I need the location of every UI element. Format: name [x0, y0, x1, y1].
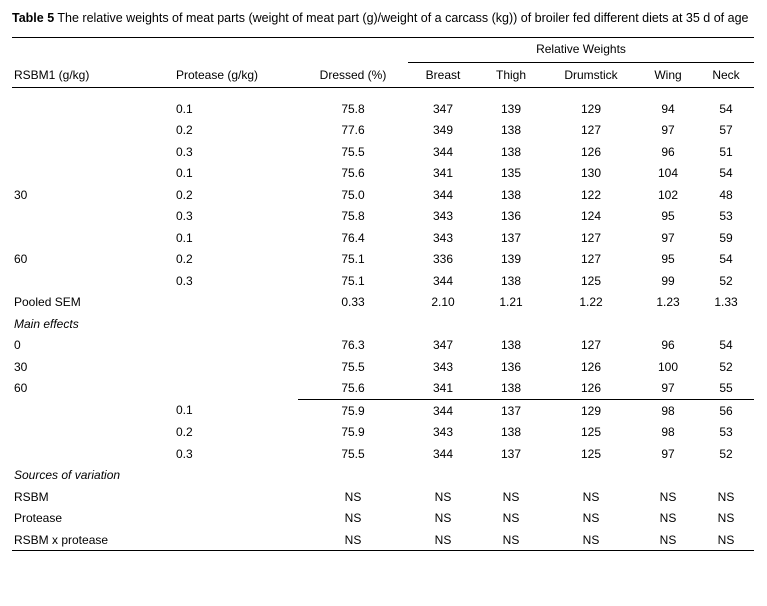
table-row	[12, 377, 754, 399]
cell-breast: 343	[432, 425, 454, 440]
cell-wing: 97	[661, 230, 675, 245]
header-row	[12, 62, 754, 87]
cell-dressed: 75.5	[341, 144, 365, 159]
cell-protease	[164, 377, 298, 399]
cell-dressed: 75.9	[341, 425, 365, 440]
cell-wing: 98	[638, 399, 698, 421]
cell-wing: 104	[657, 166, 679, 181]
cell-thigh: 139	[500, 101, 522, 116]
rule	[12, 551, 754, 552]
cell-wing: NS	[659, 511, 677, 526]
cell-dressed: 75.6	[341, 381, 365, 396]
cell-drumstick: 127	[580, 123, 602, 138]
table-row	[12, 98, 754, 120]
cell-thigh: 138	[500, 187, 522, 202]
cell-wing: NS	[659, 489, 677, 504]
table-caption	[12, 10, 754, 27]
cell-dressed: 75.8	[341, 209, 365, 224]
cell-protease: 0.1	[176, 403, 193, 418]
header-spacer-3	[298, 38, 408, 63]
cell-protease: 0.3	[176, 446, 193, 461]
cell-drumstick: NS	[582, 511, 600, 526]
spacer	[408, 313, 478, 335]
cell-dressed: 76.3	[341, 338, 365, 353]
data-table	[12, 37, 754, 552]
cell-rsbm: 60	[14, 381, 28, 396]
table-row	[12, 205, 754, 227]
cell-neck: 1.33	[714, 295, 738, 310]
table-row	[12, 399, 754, 421]
cell-dressed: 0.33	[341, 295, 365, 310]
spacer	[408, 464, 478, 486]
cell-protease	[164, 507, 298, 529]
cell-breast: NS	[434, 511, 452, 526]
cell-thigh: 139	[500, 252, 522, 267]
cell-dressed: NS	[344, 532, 362, 547]
cell-protease	[164, 486, 298, 508]
cell-drumstick: NS	[582, 489, 600, 504]
cell-rsbm	[12, 443, 164, 465]
cell-drumstick: 127	[580, 338, 602, 353]
cell-source-label: RSBM	[14, 489, 49, 504]
cell-neck: 59	[719, 230, 733, 245]
spacer	[698, 313, 754, 335]
cell-thigh: NS	[502, 532, 520, 547]
section-header-sources-of-variation	[12, 464, 754, 486]
cell-wing: 94	[661, 101, 675, 116]
cell-thigh: 138	[500, 144, 522, 159]
cell-wing: 95	[661, 209, 675, 224]
spacer	[12, 88, 754, 98]
cell-drumstick: 127	[580, 252, 602, 267]
spacer-row	[12, 88, 754, 98]
table-row	[12, 529, 754, 551]
header-protease: Protease (g/kg)	[176, 67, 259, 82]
cell-breast: 336	[432, 252, 454, 267]
cell-rsbm	[12, 270, 164, 292]
cell-dressed: NS	[344, 511, 362, 526]
cell-neck: 51	[719, 144, 733, 159]
cell-neck: 52	[719, 446, 733, 461]
cell-drumstick: NS	[582, 532, 600, 547]
cell-dressed: NS	[344, 489, 362, 504]
cell-breast: 343	[432, 230, 454, 245]
cell-drumstick: 122	[580, 187, 602, 202]
cell-label-pooled-sem: Pooled SEM	[14, 295, 81, 310]
cell-thigh: NS	[502, 511, 520, 526]
cell-drumstick: 130	[580, 166, 602, 181]
section-header-main-effects	[12, 313, 754, 335]
section-label: Main effects	[14, 316, 79, 331]
cell-thigh: 137	[478, 399, 544, 421]
cell-protease: 0.3	[176, 209, 193, 224]
cell-wing: 97	[661, 446, 675, 461]
cell-breast: 344	[432, 273, 454, 288]
cell-neck: 53	[719, 209, 733, 224]
cell-breast: 347	[432, 101, 454, 116]
cell-dressed: 75.0	[341, 187, 365, 202]
cell-neck: 54	[719, 252, 733, 267]
header-group-relative-weights: Relative Weights	[408, 38, 754, 63]
cell-rsbm: 60	[14, 252, 28, 267]
cell-neck: 55	[719, 381, 733, 396]
cell-neck: 54	[719, 338, 733, 353]
cell-protease: 0.3	[176, 144, 193, 159]
cell-wing: 95	[661, 252, 675, 267]
cell-drumstick: 1.22	[579, 295, 603, 310]
cell-drumstick: 125	[580, 425, 602, 440]
cell-protease: 0.2	[176, 187, 193, 202]
table-row	[12, 334, 754, 356]
cell-neck: 54	[719, 101, 733, 116]
table-row	[12, 227, 754, 249]
cell-thigh: 137	[500, 230, 522, 245]
cell-drumstick: 127	[580, 230, 602, 245]
cell-rsbm	[12, 399, 164, 421]
cell-breast: NS	[434, 489, 452, 504]
cell-wing: 99	[661, 273, 675, 288]
cell-dressed: 75.5	[341, 446, 365, 461]
cell-breast: 343	[432, 209, 454, 224]
cell-rsbm	[12, 205, 164, 227]
table-row	[12, 248, 754, 270]
cell-thigh: 138	[500, 381, 522, 396]
cell-thigh: 136	[500, 359, 522, 374]
cell-rsbm	[12, 162, 164, 184]
spacer	[698, 464, 754, 486]
cell-dressed: 76.4	[341, 230, 365, 245]
cell-wing: NS	[659, 532, 677, 547]
cell-protease	[164, 529, 298, 551]
cell-neck: 52	[719, 273, 733, 288]
table-row	[12, 162, 754, 184]
cell-wing: 100	[657, 359, 679, 374]
cell-breast: 347	[432, 338, 454, 353]
cell-dressed: 77.6	[341, 123, 365, 138]
table-row	[12, 486, 754, 508]
cell-protease	[164, 334, 298, 356]
header-thigh: Thigh	[495, 67, 527, 82]
cell-dressed: 75.1	[341, 273, 365, 288]
cell-dressed: 75.6	[341, 166, 365, 181]
header-wing: Wing	[654, 67, 682, 82]
cell-thigh: 138	[500, 123, 522, 138]
header-spacer-1	[12, 38, 164, 63]
cell-neck: 54	[719, 166, 733, 181]
cell-thigh: 138	[500, 338, 522, 353]
table-caption-text: The relative weights of meat parts (weight of meat part (g)/weight of a carcass (kg)) of broiler fed different diets at 35 d of age	[57, 11, 749, 25]
spacer	[478, 313, 544, 335]
cell-thigh: 137	[500, 446, 522, 461]
table-row	[12, 141, 754, 163]
cell-breast: NS	[434, 532, 452, 547]
cell-wing: 98	[661, 425, 675, 440]
cell-breast: 2.10	[431, 295, 455, 310]
cell-breast: 341	[432, 166, 454, 181]
cell-thigh: NS	[502, 489, 520, 504]
cell-wing: 102	[657, 187, 679, 202]
cell-protease: 0.2	[176, 425, 193, 440]
cell-drumstick: 129	[580, 101, 602, 116]
cell-drumstick: 125	[580, 446, 602, 461]
cell-wing: 97	[661, 123, 675, 138]
cell-breast: 341	[432, 381, 454, 396]
cell-wing: 96	[661, 144, 675, 159]
header-rsbm: RSBM1 (g/kg)	[14, 67, 90, 82]
header-group-row	[12, 38, 754, 63]
header-breast: Breast	[425, 67, 461, 82]
cell-neck: 53	[719, 425, 733, 440]
cell-thigh: 1.21	[499, 295, 523, 310]
cell-wing: 1.23	[656, 295, 680, 310]
cell-protease	[164, 291, 298, 313]
cell-wing: 97	[661, 381, 675, 396]
cell-rsbm	[12, 227, 164, 249]
cell-protease	[164, 356, 298, 378]
cell-thigh: 138	[500, 273, 522, 288]
table-row	[12, 184, 754, 206]
cell-neck: NS	[717, 532, 735, 547]
cell-thigh: 136	[500, 209, 522, 224]
spacer	[544, 464, 638, 486]
table-row	[12, 421, 754, 443]
spacer	[638, 313, 698, 335]
cell-breast: 343	[432, 359, 454, 374]
header-dressed: Dressed (%)	[319, 67, 387, 82]
cell-breast: 344	[408, 399, 478, 421]
cell-breast: 344	[432, 144, 454, 159]
table-row	[12, 356, 754, 378]
cell-neck: NS	[717, 489, 735, 504]
header-spacer-2	[164, 38, 298, 63]
cell-drumstick: 124	[580, 209, 602, 224]
cell-rsbm: 30	[14, 187, 28, 202]
cell-protease: 0.2	[176, 123, 193, 138]
spacer	[478, 464, 544, 486]
cell-rsbm: 0	[14, 338, 21, 353]
cell-thigh: 138	[500, 425, 522, 440]
table-caption-number: Table 5	[12, 11, 55, 25]
spacer	[544, 313, 638, 335]
cell-neck: 48	[719, 187, 733, 202]
cell-rsbm: 30	[14, 359, 28, 374]
cell-protease: 0.1	[176, 166, 193, 181]
table-row	[12, 443, 754, 465]
cell-drumstick: 126	[580, 381, 602, 396]
cell-breast: 344	[432, 446, 454, 461]
cell-thigh: 135	[500, 166, 522, 181]
cell-neck: 52	[719, 359, 733, 374]
cell-breast: 349	[432, 123, 454, 138]
cell-source-label: Protease	[14, 511, 63, 526]
cell-protease: 0.3	[176, 273, 193, 288]
cell-wing: 96	[661, 338, 675, 353]
cell-breast: 344	[432, 187, 454, 202]
cell-drumstick: 126	[580, 359, 602, 374]
cell-drumstick: 126	[580, 144, 602, 159]
cell-rsbm	[12, 421, 164, 443]
cell-rsbm	[12, 98, 164, 120]
table-row	[12, 270, 754, 292]
table-row	[12, 507, 754, 529]
cell-drumstick: 125	[580, 273, 602, 288]
header-neck: Neck	[712, 67, 740, 82]
cell-dressed: 75.8	[341, 101, 365, 116]
cell-protease: 0.2	[176, 252, 193, 267]
cell-protease: 0.1	[176, 101, 193, 116]
cell-neck: NS	[717, 511, 735, 526]
cell-drumstick: 129	[544, 399, 638, 421]
cell-dressed: 75.5	[341, 359, 365, 374]
pooled-sem-row	[12, 291, 754, 313]
spacer	[638, 464, 698, 486]
cell-rsbm	[12, 119, 164, 141]
header-drumstick: Drumstick	[564, 67, 618, 82]
cell-dressed: 75.1	[341, 252, 365, 267]
section-label: Sources of variation	[14, 468, 121, 483]
cell-rsbm	[12, 141, 164, 163]
table-bottom-rule	[12, 551, 754, 552]
cell-protease: 0.1	[176, 230, 193, 245]
cell-dressed: 75.9	[298, 399, 408, 421]
cell-neck: 56	[698, 399, 754, 421]
cell-neck: 57	[719, 123, 733, 138]
cell-source-label: RSBM x protease	[14, 532, 109, 547]
table-row	[12, 119, 754, 141]
